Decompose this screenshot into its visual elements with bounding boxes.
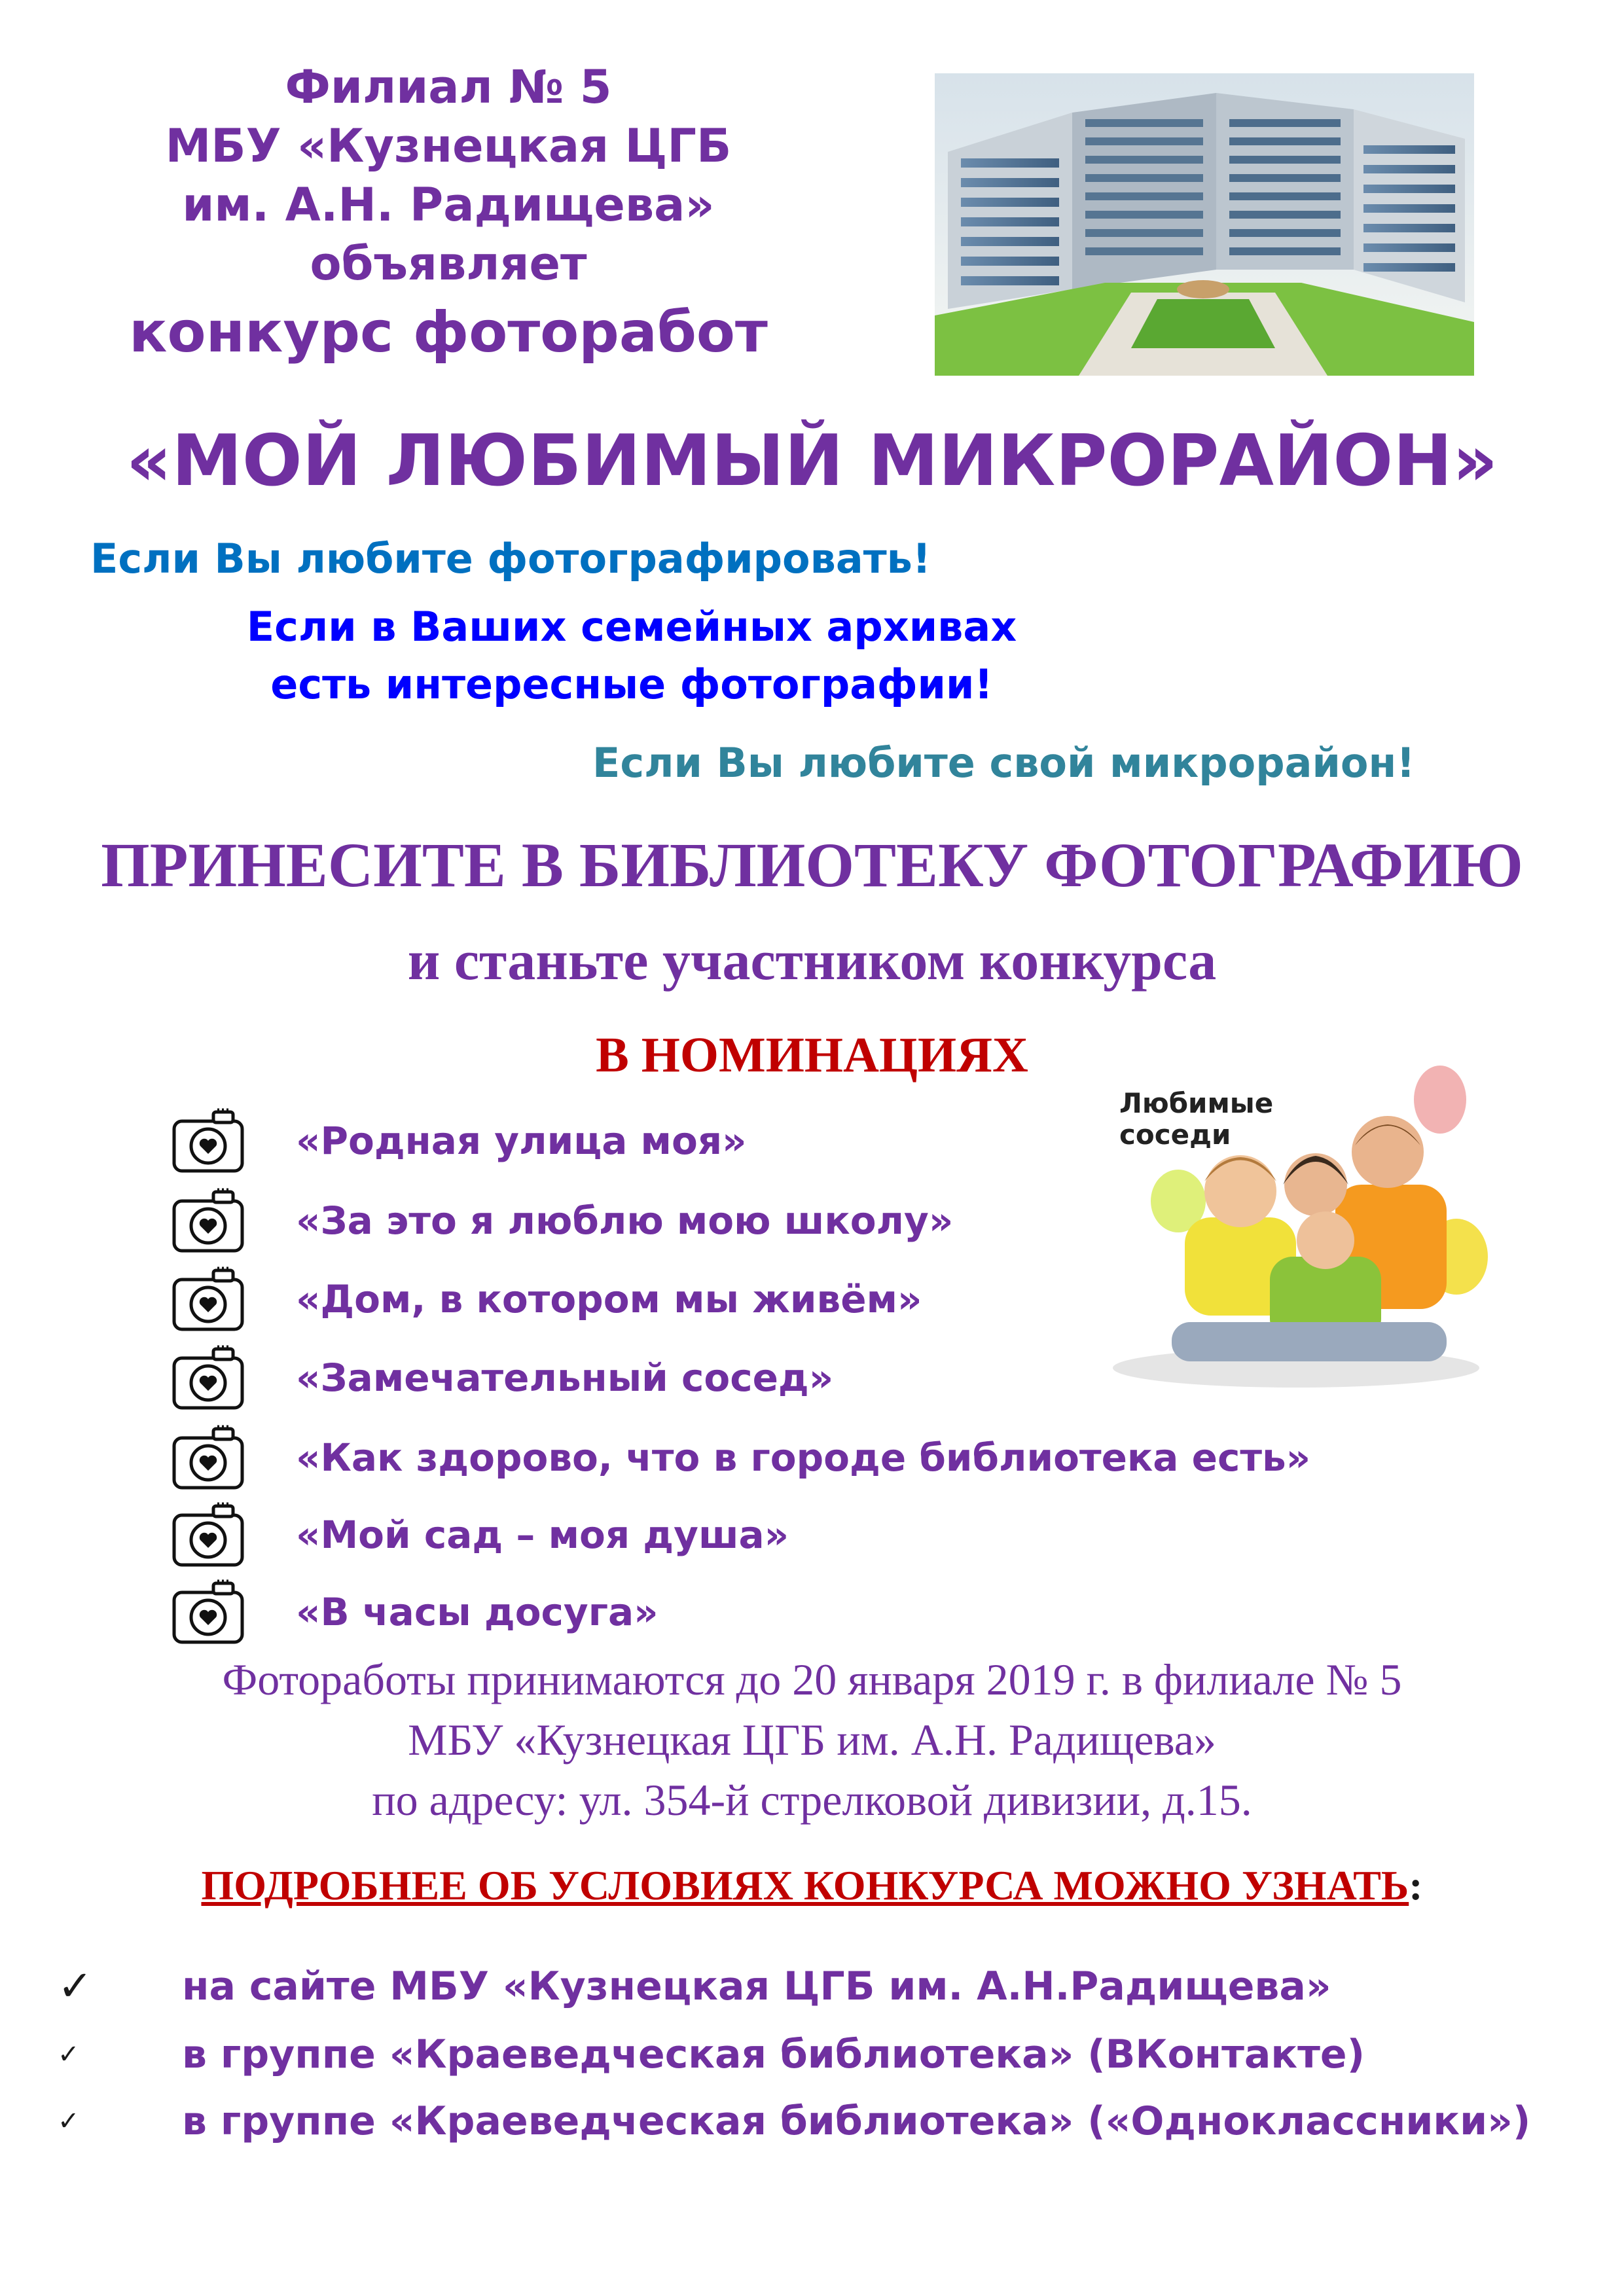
photo-caption-line1: Любимые xyxy=(1119,1087,1274,1119)
more-info-item-label: на сайте МБУ «Кузнецкая ЦГБ им. А.Н.Радищева» xyxy=(182,1964,1331,2009)
nomination-item xyxy=(171,1105,747,1177)
nomination-item xyxy=(171,1263,922,1335)
appeal-microdistrict: Если Вы любите свой микрорайон! xyxy=(592,739,1415,787)
camera-heart-icon xyxy=(171,1265,245,1333)
more-info-heading-text: ПОДРОБНЕЕ ОБ УСЛОВИЯХ КОНКУРСА МОЖНО УЗНАТЬ xyxy=(201,1862,1409,1909)
nomination-label: «Родная улица моя» xyxy=(296,1119,747,1163)
info-org: МБУ «Кузнецкая ЦГБ им. А.Н. Радищева» xyxy=(408,1715,1216,1765)
appeal-photography: Если Вы любите фотографировать! xyxy=(90,535,931,583)
header-org: МБУ «Кузнецкая ЦГБ xyxy=(165,119,732,173)
camera-heart-icon xyxy=(171,1501,245,1569)
appeal-archives-line1: Если в Ваших семейных архивах xyxy=(246,603,1017,651)
call-to-action-sub: и станьте участником конкурса xyxy=(407,929,1217,992)
call-to-action: ПРИНЕСИТЕ В БИБЛИОТЕКУ ФОТОГРАФИЮ xyxy=(101,830,1523,900)
more-info-item xyxy=(58,1957,1331,2016)
contest-title: «МОЙ ЛЮБИМЫЙ МИКРОРАЙОН» xyxy=(126,420,1498,502)
header-announces: объявляет xyxy=(310,237,587,291)
more-info-item-label: в группе «Краеведческая библиотека» (ВКонтакте) xyxy=(182,2032,1365,2077)
nominations-heading: В НОМИНАЦИЯХ xyxy=(596,1028,1028,1083)
camera-heart-icon xyxy=(171,1107,245,1175)
camera-heart-icon xyxy=(171,1187,245,1255)
photo-caption-line2: соседи xyxy=(1119,1119,1231,1151)
appeal-archives-line2: есть интересные фотографии! xyxy=(270,660,993,708)
camera-heart-icon xyxy=(171,1578,245,1646)
nomination-label: «Мой сад – моя душа» xyxy=(296,1513,789,1557)
nomination-item xyxy=(171,1499,789,1571)
checkmark-icon: ✓ xyxy=(58,1962,93,2011)
nomination-label: «Замечательный сосед» xyxy=(296,1355,834,1400)
more-info-item xyxy=(58,2025,1365,2084)
info-address: по адресу: ул. 354-й стрелковой дивизии, д.15. xyxy=(372,1775,1252,1825)
nomination-label: «Как здорово, что в городе библиотека есть» xyxy=(296,1435,1311,1480)
header-block xyxy=(105,58,792,372)
checkmark-icon: ✓ xyxy=(58,2039,80,2070)
more-info-heading xyxy=(0,1856,1624,1915)
nomination-label: «Дом, в котором мы живём» xyxy=(296,1277,922,1321)
nomination-item xyxy=(171,1342,833,1414)
more-info-item-label: в группе «Краеведческая библиотека» («Одноклассники») xyxy=(182,2098,1531,2144)
checkmark-icon: ✓ xyxy=(58,2106,80,2136)
nomination-item xyxy=(171,1185,953,1257)
nomination-label: «За это я люблю мою школу» xyxy=(296,1198,954,1243)
header-contest: конкурс фоторабот xyxy=(129,300,768,365)
more-info-item xyxy=(58,2092,1530,2151)
camera-heart-icon xyxy=(171,1344,245,1412)
nomination-item xyxy=(171,1422,1310,1494)
nomination-item xyxy=(171,1576,659,1648)
nomination-label: «В часы досуга» xyxy=(296,1590,659,1634)
info-deadline: Фотоработы принимаются до 20 января 2019 г. в филиале № 5 xyxy=(222,1655,1402,1704)
header-org-name: им. А.Н. Радищева» xyxy=(182,178,715,232)
residential-complex-image xyxy=(935,73,1474,376)
family-photo xyxy=(1100,1060,1492,1401)
header-branch: Филиал № 5 xyxy=(285,60,612,114)
camera-heart-icon xyxy=(171,1424,245,1492)
more-info-heading-colon: : xyxy=(1409,1862,1423,1909)
